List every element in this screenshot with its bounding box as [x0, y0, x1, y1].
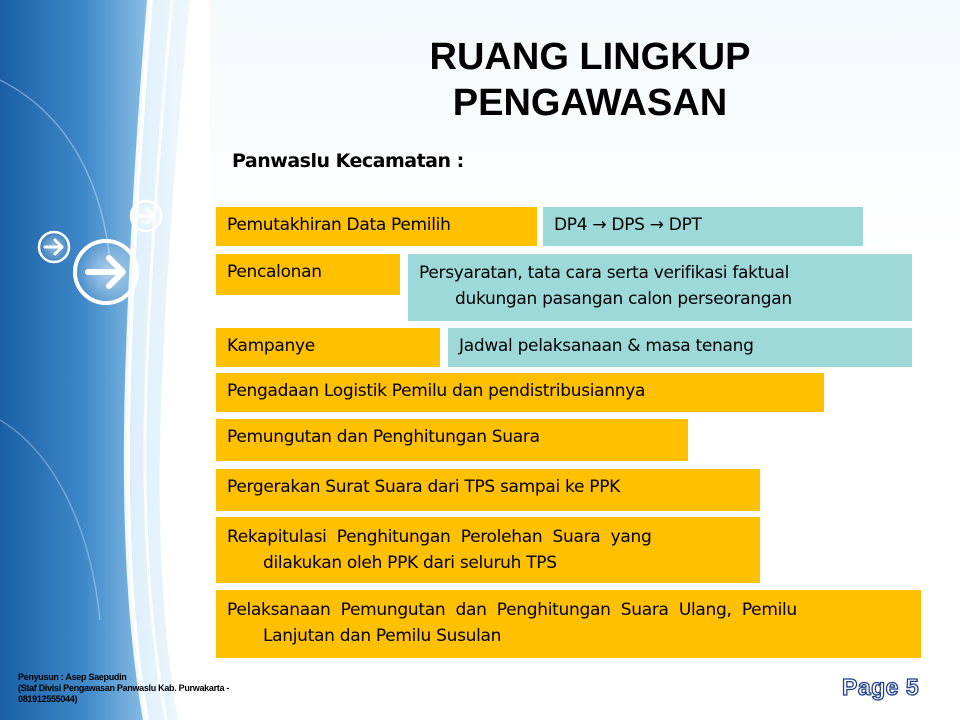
- scope-item-label: Pemutakhiran Data Pemilih: [227, 215, 451, 235]
- scope-item-label: Pergerakan Surat Suara dari TPS sampai ke PPK: [227, 477, 621, 497]
- scope-item-line-1: Pelaksanaan Pemungutan dan Penghitungan Suara Ulang, Pemilu: [227, 600, 797, 620]
- scope-item-line-1: Rekapitulasi Penghitungan Perolehan Suara yang: [227, 527, 652, 547]
- scope-item-label: Pengadaan Logistik Pemilu dan pendistribusiannya: [227, 381, 646, 401]
- scope-detail-label: DP4 → DPS → DPT: [554, 215, 702, 235]
- arrow-circle-icon: [70, 236, 142, 308]
- left-decorative-panel: [0, 0, 210, 720]
- author-credit: [18, 672, 229, 705]
- scope-item-logistik: [216, 373, 824, 412]
- scope-item-line-2: Lanjutan dan Pemilu Susulan: [263, 626, 502, 646]
- slide-title: [380, 34, 800, 126]
- arrow-circle-icon: [128, 198, 164, 234]
- scope-detail-jadwal: [448, 328, 912, 367]
- scope-item-pemungutan: [216, 419, 688, 461]
- title-line-2: PENGAWASAN: [452, 82, 728, 124]
- scope-detail-line-2: dukungan pasangan calon perseorangan: [455, 289, 792, 309]
- scope-detail-label: Jadwal pelaksanaan & masa tenang: [459, 336, 754, 356]
- scope-item-kampanye: [216, 328, 440, 367]
- scope-detail-persyaratan: [408, 254, 912, 321]
- scope-item-pergerakan-surat-suara: [216, 469, 760, 511]
- scope-detail-dp4-dps-dpt: [543, 207, 863, 246]
- scope-item-label: Kampanye: [227, 336, 315, 356]
- arrow-circle-icon: [36, 229, 72, 265]
- title-line-1: RUANG LINGKUP: [429, 36, 751, 78]
- scope-item-line-2: dilakukan oleh PPK dari seluruh TPS: [263, 553, 557, 573]
- scope-detail-line-1: Persyaratan, tata cara serta verifikasi faktual: [419, 263, 790, 283]
- author-credit-line-3: 081912555044): [18, 694, 78, 704]
- scope-item-label: Pencalonan: [227, 262, 322, 282]
- author-credit-line-1: Penyusun : Asep Saepudin: [18, 672, 127, 682]
- scope-item-rekapitulasi: [216, 517, 760, 583]
- page-number: Page 5: [842, 674, 920, 700]
- scope-item-pemutakhiran: [216, 207, 537, 246]
- scope-item-pemungutan-ulang: [216, 590, 921, 658]
- scope-item-pencalonan: [216, 254, 400, 295]
- section-heading: Panwaslu Kecamatan :: [232, 150, 464, 172]
- author-credit-line-2: (Staf Divisi Pengawasan Panwaslu Kab. Purwakarta -: [18, 683, 230, 693]
- scope-item-label: Pemungutan dan Penghitungan Suara: [227, 427, 540, 447]
